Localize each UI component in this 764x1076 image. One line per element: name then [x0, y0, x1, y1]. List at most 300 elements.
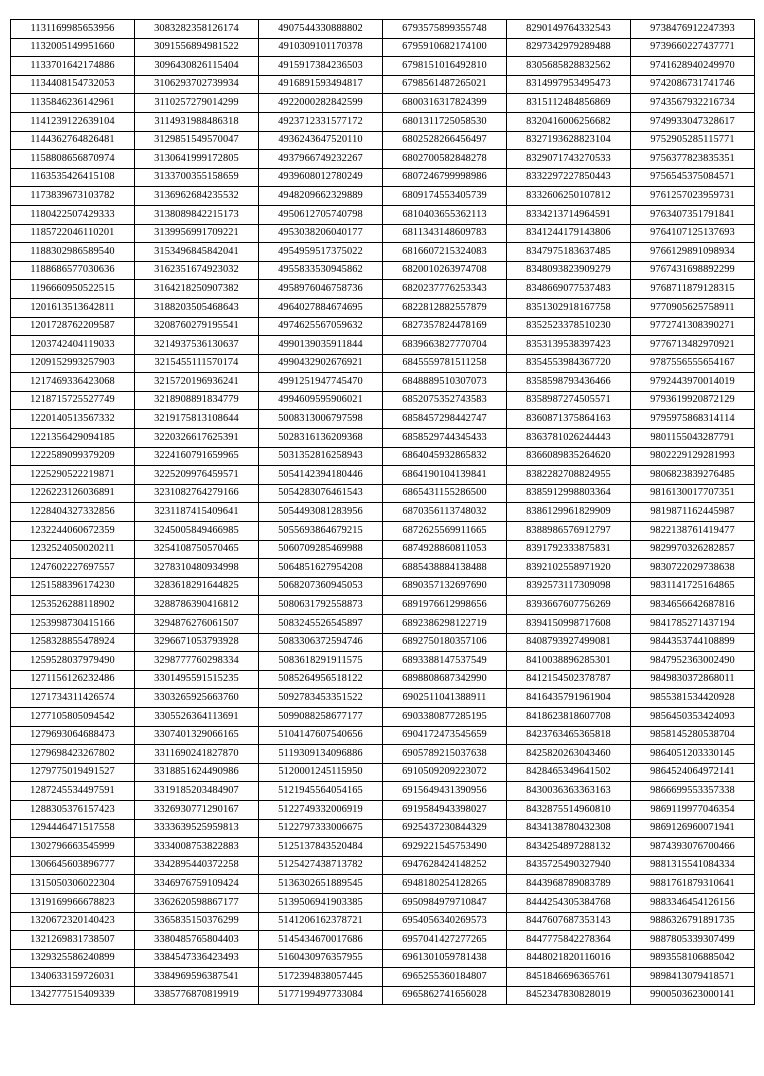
table-cell: 6858529744345433 — [383, 429, 507, 448]
table-cell: 6915649431390956 — [383, 782, 507, 801]
table-cell: 8434138780432308 — [507, 819, 631, 838]
table-cell: 6852075352743583 — [383, 391, 507, 410]
table-cell: 4990139035911844 — [259, 336, 383, 355]
table-cell: 4994609595906021 — [259, 391, 383, 410]
table-cell: 6954056340269573 — [383, 912, 507, 931]
table-cell: 6864190104139841 — [383, 466, 507, 485]
table-cell: 9749933047328617 — [631, 112, 755, 131]
table-cell: 1340633159726031 — [11, 968, 135, 987]
table-cell: 5139506941903385 — [259, 893, 383, 912]
table-row — [11, 689, 755, 708]
table-cell: 1220140513567332 — [11, 410, 135, 429]
table-cell: 6929221545753490 — [383, 838, 507, 857]
table-cell: 8432875514960810 — [507, 800, 631, 819]
table-cell: 9770905625758911 — [631, 298, 755, 317]
table-cell: 3136962684235532 — [135, 187, 259, 206]
table-row — [11, 986, 755, 1005]
table-row — [11, 38, 755, 57]
table-cell: 9887805339307499 — [631, 931, 755, 950]
table-cell: 4915917384236503 — [259, 57, 383, 76]
table-cell: 8425820263043460 — [507, 745, 631, 764]
table-row — [11, 243, 755, 262]
table-cell: 9893558106885042 — [631, 949, 755, 968]
table-cell: 6950984979710847 — [383, 893, 507, 912]
table-cell: 1163535426415108 — [11, 168, 135, 187]
table-cell: 9756377823835351 — [631, 150, 755, 169]
table-cell: 3307401329066165 — [135, 726, 259, 745]
table-cell: 6885438884138488 — [383, 559, 507, 578]
table-cell: 8353139538397423 — [507, 336, 631, 355]
table-cell: 3153496845842041 — [135, 243, 259, 262]
number-table-body — [11, 20, 755, 1005]
table-cell: 1188686577030636 — [11, 261, 135, 280]
table-cell: 6845559781511258 — [383, 354, 507, 373]
table-cell: 3311690241827870 — [135, 745, 259, 764]
table-cell: 6874928860811053 — [383, 540, 507, 559]
table-cell: 3380485765804403 — [135, 931, 259, 950]
table-cell: 1271734311426574 — [11, 689, 135, 708]
table-row — [11, 670, 755, 689]
table-cell: 9883346454126156 — [631, 893, 755, 912]
table-cell: 8341244179143806 — [507, 224, 631, 243]
table-cell: 9898413079418571 — [631, 968, 755, 987]
table-cell: 6807246799998986 — [383, 168, 507, 187]
table-cell: 9801155043287791 — [631, 429, 755, 448]
table-cell: 6904172473545659 — [383, 726, 507, 745]
table-cell: 1251588396174230 — [11, 577, 135, 596]
table-cell: 1228404327332856 — [11, 503, 135, 522]
table-cell: 8435725490327940 — [507, 856, 631, 875]
table-row — [11, 75, 755, 94]
table-cell: 3254108750570465 — [135, 540, 259, 559]
table-cell: 8386129961829909 — [507, 503, 631, 522]
table-cell: 9772741308390271 — [631, 317, 755, 336]
table-cell: 1258328855478924 — [11, 633, 135, 652]
table-cell: 8354553984367720 — [507, 354, 631, 373]
table-cell: 8443968789083789 — [507, 875, 631, 894]
table-row — [11, 968, 755, 987]
table-cell: 9866699553357338 — [631, 782, 755, 801]
table-cell: 4916891593494817 — [259, 75, 383, 94]
table-cell: 8382282708824955 — [507, 466, 631, 485]
table-cell: 8358987274505571 — [507, 391, 631, 410]
table-cell: 9763407351791841 — [631, 205, 755, 224]
table-cell: 1135846236142961 — [11, 94, 135, 113]
table-cell: 8448021820116016 — [507, 949, 631, 968]
table-cell: 5099088258677177 — [259, 707, 383, 726]
table-cell: 6948180254128265 — [383, 875, 507, 894]
table-cell: 9855381534420928 — [631, 689, 755, 708]
table-cell: 3333639525959813 — [135, 819, 259, 838]
table-cell: 5054283076461543 — [259, 484, 383, 503]
table-cell: 8297342979289488 — [507, 38, 631, 57]
table-cell: 1132005149951660 — [11, 38, 135, 57]
table-cell: 1232524050020211 — [11, 540, 135, 559]
table-cell: 5141206162378721 — [259, 912, 383, 931]
table-cell: 3096430826115404 — [135, 57, 259, 76]
table-cell: 6800316317824399 — [383, 94, 507, 113]
table-cell: 3296671053793928 — [135, 633, 259, 652]
table-row — [11, 280, 755, 299]
table-cell: 4950612705740798 — [259, 205, 383, 224]
table-cell: 3245005849466985 — [135, 522, 259, 541]
table-cell: 9856450353424093 — [631, 707, 755, 726]
table-cell: 1253998730415166 — [11, 615, 135, 634]
table-row — [11, 726, 755, 745]
table-row — [11, 893, 755, 912]
table-cell: 9761257023959731 — [631, 187, 755, 206]
table-row — [11, 633, 755, 652]
table-cell: 1225290522219871 — [11, 466, 135, 485]
table-cell: 3188203505468643 — [135, 298, 259, 317]
table-cell: 6870356113748032 — [383, 503, 507, 522]
table-cell: 1218715725527749 — [11, 391, 135, 410]
table-row — [11, 856, 755, 875]
table-cell: 6892386298122719 — [383, 615, 507, 634]
table-cell: 3384547336423493 — [135, 949, 259, 968]
table-cell: 6810403655362113 — [383, 205, 507, 224]
table-cell: 6961301059781438 — [383, 949, 507, 968]
table-cell: 4948209662329889 — [259, 187, 383, 206]
table-cell: 1209152993257903 — [11, 354, 135, 373]
table-cell: 5122797333006675 — [259, 819, 383, 838]
table-cell: 3319185203484907 — [135, 782, 259, 801]
table-cell: 3305526364113691 — [135, 707, 259, 726]
table-cell: 3346976759109424 — [135, 875, 259, 894]
table-cell: 5125427438713782 — [259, 856, 383, 875]
table-cell: 3224160791659965 — [135, 447, 259, 466]
table-cell: 3298777760298334 — [135, 652, 259, 671]
table-cell: 9739660227437771 — [631, 38, 755, 57]
table-cell: 5160430976357955 — [259, 949, 383, 968]
table-cell: 6811343148609783 — [383, 224, 507, 243]
table-cell: 4907544330888802 — [259, 20, 383, 39]
table-cell: 1253526288118902 — [11, 596, 135, 615]
table-cell: 4936243647520110 — [259, 131, 383, 150]
table-cell: 9834656642687816 — [631, 596, 755, 615]
table-cell: 6891976612998656 — [383, 596, 507, 615]
table-cell: 6890357132697690 — [383, 577, 507, 596]
table-cell: 9822138761419477 — [631, 522, 755, 541]
table-cell: 3231082764279166 — [135, 484, 259, 503]
table-cell: 8334213714964591 — [507, 205, 631, 224]
table-cell: 1279693064688473 — [11, 726, 135, 745]
table-cell: 1134408154732053 — [11, 75, 135, 94]
table-cell: 8363781026244443 — [507, 429, 631, 448]
table-row — [11, 540, 755, 559]
table-cell: 1232244060672359 — [11, 522, 135, 541]
table-cell: 9830722029738638 — [631, 559, 755, 578]
table-cell: 3365835150376299 — [135, 912, 259, 931]
table-cell: 1306645603896777 — [11, 856, 135, 875]
table-row — [11, 187, 755, 206]
table-cell: 9742086731741746 — [631, 75, 755, 94]
table-cell: 8332297227850443 — [507, 168, 631, 187]
table-cell: 9881315541084334 — [631, 856, 755, 875]
table-cell: 4939608012780249 — [259, 168, 383, 187]
table-cell: 8329071743270533 — [507, 150, 631, 169]
table-row — [11, 466, 755, 485]
table-row — [11, 782, 755, 801]
table-cell: 9881761879310641 — [631, 875, 755, 894]
table-cell: 5083245526545897 — [259, 615, 383, 634]
table-cell: 9841785271437194 — [631, 615, 755, 634]
table-cell: 1279775019491527 — [11, 763, 135, 782]
table-row — [11, 503, 755, 522]
table-cell: 6795910682174100 — [383, 38, 507, 57]
table-cell: 3110257279014299 — [135, 94, 259, 113]
table-cell: 6892750180357106 — [383, 633, 507, 652]
table-cell: 3231187415409641 — [135, 503, 259, 522]
table-row — [11, 912, 755, 931]
table-row — [11, 875, 755, 894]
table-cell: 4990432902676921 — [259, 354, 383, 373]
table-cell: 5028316136209368 — [259, 429, 383, 448]
table-cell: 1226223126036891 — [11, 484, 135, 503]
table-cell: 6865431155286500 — [383, 484, 507, 503]
table-cell: 1158808656870974 — [11, 150, 135, 169]
table-cell: 1342777515409339 — [11, 986, 135, 1005]
table-cell: 6793575899355748 — [383, 20, 507, 39]
table-cell: 8388986576912797 — [507, 522, 631, 541]
table-row — [11, 522, 755, 541]
table-row — [11, 559, 755, 578]
table-row — [11, 484, 755, 503]
table-row — [11, 224, 755, 243]
table-row — [11, 57, 755, 76]
table-cell: 8416435791961904 — [507, 689, 631, 708]
table-cell: 8366089835264620 — [507, 447, 631, 466]
table-cell: 5104147607540656 — [259, 726, 383, 745]
table-cell: 8452347830828019 — [507, 986, 631, 1005]
table-cell: 8332606250107812 — [507, 187, 631, 206]
table-cell: 6820237776253343 — [383, 280, 507, 299]
table-cell: 9802229129281993 — [631, 447, 755, 466]
table-row — [11, 261, 755, 280]
table-cell: 3215455111570174 — [135, 354, 259, 373]
table-row — [11, 373, 755, 392]
table-cell: 3215720196936241 — [135, 373, 259, 392]
table-row — [11, 838, 755, 857]
table-cell: 3139956991709221 — [135, 224, 259, 243]
table-row — [11, 596, 755, 615]
table-cell: 9787556555654167 — [631, 354, 755, 373]
table-cell: 3164218250907382 — [135, 280, 259, 299]
table-cell: 1203742404119033 — [11, 336, 135, 355]
table-cell: 5083306372594746 — [259, 633, 383, 652]
table-cell: 3362620598867177 — [135, 893, 259, 912]
table-cell: 3133700355158659 — [135, 168, 259, 187]
table-cell: 9767431698892299 — [631, 261, 755, 280]
table-cell: 1247602227697557 — [11, 559, 135, 578]
table-cell: 5008313006797598 — [259, 410, 383, 429]
table-cell: 9738476912247393 — [631, 20, 755, 39]
table-cell: 1188302986589540 — [11, 243, 135, 262]
table-cell: 6965862741656028 — [383, 986, 507, 1005]
table-cell: 9741628940249970 — [631, 57, 755, 76]
table-cell: 4958976046758736 — [259, 280, 383, 299]
table-cell: 1222589099379209 — [11, 447, 135, 466]
table-cell: 1302796663545999 — [11, 838, 135, 857]
table-cell: 8447775842278364 — [507, 931, 631, 950]
table-cell: 6919584943398027 — [383, 800, 507, 819]
table-cell: 9752905285115771 — [631, 131, 755, 150]
table-cell: 4953038206040177 — [259, 224, 383, 243]
table-cell: 8412154502378787 — [507, 670, 631, 689]
table-cell: 5172394838057445 — [259, 968, 383, 987]
table-cell: 5083618291911575 — [259, 652, 383, 671]
table-cell: 9795975868314114 — [631, 410, 755, 429]
table-cell: 6902511041388911 — [383, 689, 507, 708]
table-cell: 9776713482970921 — [631, 336, 755, 355]
table-cell: 8315112484856869 — [507, 94, 631, 113]
table-cell: 8347975183637485 — [507, 243, 631, 262]
table-cell: 6822812882557879 — [383, 298, 507, 317]
table-cell: 9869119977046354 — [631, 800, 755, 819]
table-cell: 3220326617625391 — [135, 429, 259, 448]
table-cell: 1185722046110201 — [11, 224, 135, 243]
table-cell: 1131169985653956 — [11, 20, 135, 39]
table-cell: 8408793927499081 — [507, 633, 631, 652]
table-cell: 8348093823909279 — [507, 261, 631, 280]
table-row — [11, 577, 755, 596]
table-row — [11, 317, 755, 336]
table-cell: 9764107125137693 — [631, 224, 755, 243]
table-cell: 3162351674923032 — [135, 261, 259, 280]
table-cell: 9806823839276485 — [631, 466, 755, 485]
table-cell: 4937966749232267 — [259, 150, 383, 169]
table-cell: 9900503623000141 — [631, 986, 755, 1005]
table-cell: 5064851627954208 — [259, 559, 383, 578]
table-row — [11, 168, 755, 187]
table-cell: 8327193628823104 — [507, 131, 631, 150]
table-cell: 6816607215324083 — [383, 243, 507, 262]
table-cell: 9844353744108899 — [631, 633, 755, 652]
table-row — [11, 205, 755, 224]
table-cell: 8352523378510230 — [507, 317, 631, 336]
table-cell: 1315050306022304 — [11, 875, 135, 894]
table-cell: 9819871162445987 — [631, 503, 755, 522]
table-cell: 1321269831738507 — [11, 931, 135, 950]
table-cell: 3326930771290167 — [135, 800, 259, 819]
table-cell: 6872625569911665 — [383, 522, 507, 541]
table-cell: 1320672320140423 — [11, 912, 135, 931]
table-cell: 8444254305384768 — [507, 893, 631, 912]
table-cell: 1287245534497591 — [11, 782, 135, 801]
table-cell: 9849830372868011 — [631, 670, 755, 689]
table-cell: 8348669077537483 — [507, 280, 631, 299]
table-cell: 9829970326282857 — [631, 540, 755, 559]
table-cell: 4954959517375022 — [259, 243, 383, 262]
table-cell: 1271156126232486 — [11, 670, 135, 689]
table-cell: 8434254897288132 — [507, 838, 631, 857]
table-cell: 6820010263974708 — [383, 261, 507, 280]
table-cell: 4910309101170378 — [259, 38, 383, 57]
table-cell: 1221356429094185 — [11, 429, 135, 448]
table-cell: 1277105805094542 — [11, 707, 135, 726]
table-cell: 8392102558971920 — [507, 559, 631, 578]
table-cell: 9874393076700466 — [631, 838, 755, 857]
table-cell: 4922000282842599 — [259, 94, 383, 113]
table-cell: 4964027884674695 — [259, 298, 383, 317]
table-cell: 8290149764332543 — [507, 20, 631, 39]
table-cell: 5031352816258943 — [259, 447, 383, 466]
table-cell: 6798561487265021 — [383, 75, 507, 94]
table-cell: 1141239122639104 — [11, 112, 135, 131]
table-cell: 8418623818607708 — [507, 707, 631, 726]
table-cell: 5119309134096886 — [259, 745, 383, 764]
table-cell: 6801311725058530 — [383, 112, 507, 131]
table-cell: 8385912998803364 — [507, 484, 631, 503]
table-row — [11, 447, 755, 466]
table-row — [11, 931, 755, 950]
table-cell: 5122749332006919 — [259, 800, 383, 819]
table-cell: 6848889510307073 — [383, 373, 507, 392]
table-cell: 8305685828832562 — [507, 57, 631, 76]
table-row — [11, 707, 755, 726]
table-cell: 6910509209223072 — [383, 763, 507, 782]
table-cell: 9793619920872129 — [631, 391, 755, 410]
table-cell: 1144362764826481 — [11, 131, 135, 150]
table-cell: 5085264956518122 — [259, 670, 383, 689]
table-cell: 3130641999172805 — [135, 150, 259, 169]
table-row — [11, 615, 755, 634]
table-row — [11, 763, 755, 782]
table-cell: 5145434670017686 — [259, 931, 383, 950]
table-cell: 9886326791891735 — [631, 912, 755, 931]
table-cell: 8447607687353143 — [507, 912, 631, 931]
table-cell: 6798151016492810 — [383, 57, 507, 76]
table-cell: 4955833530945862 — [259, 261, 383, 280]
table-cell: 3114931988486318 — [135, 112, 259, 131]
table-cell: 3214937536130637 — [135, 336, 259, 355]
table-cell: 3219175813108644 — [135, 410, 259, 429]
table-cell: 8358598793436466 — [507, 373, 631, 392]
table-cell: 6839663827770704 — [383, 336, 507, 355]
table-cell: 1196660950522515 — [11, 280, 135, 299]
table-row — [11, 800, 755, 819]
table-cell: 4923712331577172 — [259, 112, 383, 131]
table-cell: 5121945564054165 — [259, 782, 383, 801]
table-cell: 8392573117309098 — [507, 577, 631, 596]
table-cell: 3342895440372258 — [135, 856, 259, 875]
table-cell: 8314997953495473 — [507, 75, 631, 94]
table-cell: 5054493081283956 — [259, 503, 383, 522]
table-cell: 4991251947745470 — [259, 373, 383, 392]
table-row — [11, 94, 755, 113]
table-cell: 9792443970014019 — [631, 373, 755, 392]
table-cell: 3301495591515235 — [135, 670, 259, 689]
table-row — [11, 354, 755, 373]
table-cell: 6858457298442747 — [383, 410, 507, 429]
table-cell: 8451846696365761 — [507, 968, 631, 987]
table-cell: 5120001245115950 — [259, 763, 383, 782]
table-cell: 5054142394180446 — [259, 466, 383, 485]
table-cell: 3218908891834779 — [135, 391, 259, 410]
table-row — [11, 745, 755, 764]
table-cell: 8391792333875831 — [507, 540, 631, 559]
table-cell: 1173839673103782 — [11, 187, 135, 206]
table-cell: 8393667607756269 — [507, 596, 631, 615]
table-row — [11, 20, 755, 39]
table-cell: 8428465349641502 — [507, 763, 631, 782]
table-cell: 9766129891098934 — [631, 243, 755, 262]
table-cell: 1180422507429333 — [11, 205, 135, 224]
table-cell: 6947628424148252 — [383, 856, 507, 875]
table-cell: 9743567932216734 — [631, 94, 755, 113]
table-cell: 8320416006256682 — [507, 112, 631, 131]
table-cell: 5055693864679215 — [259, 522, 383, 541]
